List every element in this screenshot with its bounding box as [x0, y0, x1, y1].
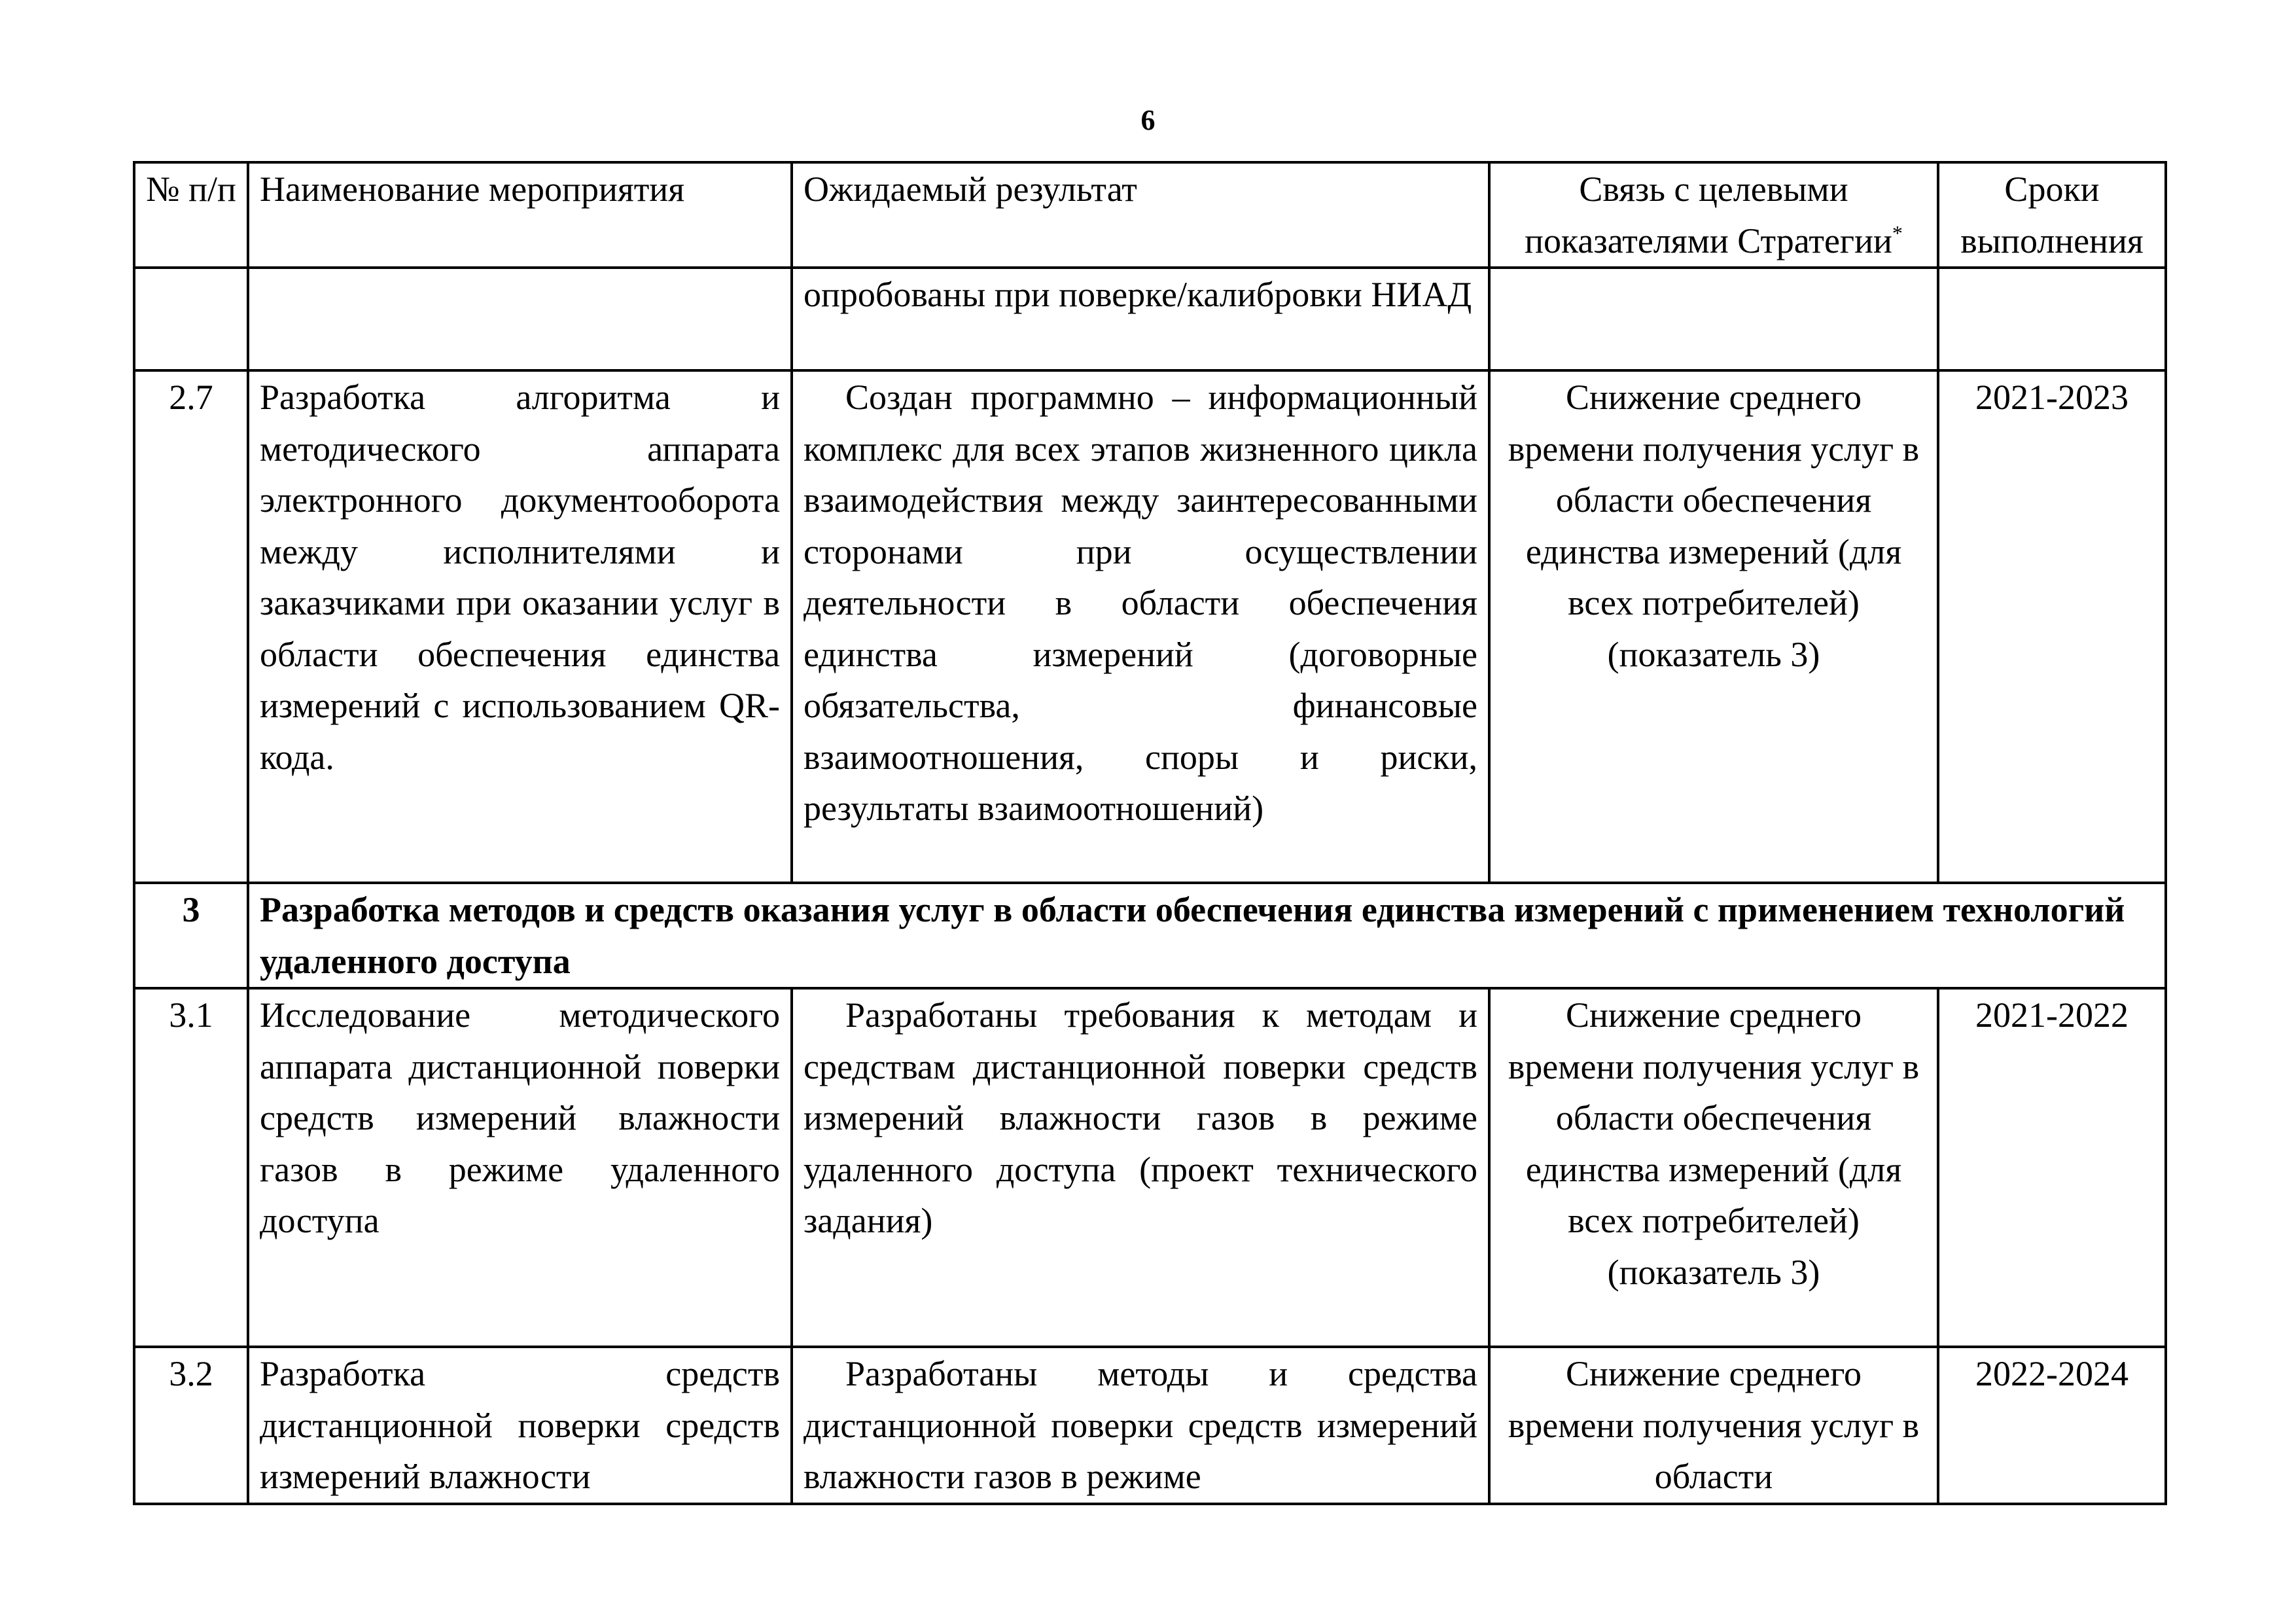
cell-link: [1489, 268, 1938, 370]
cell-link: Снижение среднего времени получения услуг в области обеспечения единства измерений (для всех потребителей) (показатель 3): [1489, 988, 1938, 1347]
cell-name: [248, 268, 792, 370]
table-row: [134, 370, 2166, 883]
table-row: [134, 988, 2166, 1347]
cell-name: Разработка средств дистанционной поверки средств измерений влажности: [248, 1347, 792, 1504]
table-row: [134, 268, 2166, 370]
cell-link: Снижение среднего времени получения услуг в области обеспечения единства измерений (для всех потребителей) (показатель 3): [1489, 370, 1938, 883]
cell-link: Снижение среднего времени получения услуг в области: [1489, 1347, 1938, 1504]
header-link: [1489, 162, 1938, 268]
cell-result: Создан программно – информационный комплекс для всех этапов жизненного цикла взаимодействия между заинтересованными сторонами при осуществлении деятельности в области обеспечения единства измерений (договорные обязательства, финансовые взаимоотношения, споры и риски, результаты взаимоотношений): [792, 370, 1489, 883]
table-row: [134, 1347, 2166, 1504]
cell-result: опробованы при поверке/калибровки НИАД: [792, 268, 1489, 370]
cell-terms: 2022-2024: [1938, 1347, 2166, 1504]
cell-name: Исследование методического аппарата дистанционной поверки средств измерений влажности газов в режиме удаленного доступа: [248, 988, 792, 1347]
cell-terms: [1938, 268, 2166, 370]
cell-result: Разработаны методы и средства дистанционной поверки средств измерений влажности газов в режиме: [792, 1347, 1489, 1504]
cell-num: 3.2: [134, 1347, 248, 1504]
cell-name: Разработка алгоритма и методического аппарата электронного документооборота между исполнителями и заказчиками при оказании услуг в области обеспечения единства измерений с использованием QR-кода.: [248, 370, 792, 883]
section-row: [134, 883, 2166, 988]
page-number: 6: [1140, 104, 1156, 136]
measures-table: [133, 161, 2167, 1505]
header-name: Наименование мероприятия: [248, 162, 792, 268]
cell-num: 3.1: [134, 988, 248, 1347]
table-header-row: [134, 162, 2166, 268]
header-link-text: Связь с целевыми показателями Стратегии: [1525, 169, 1892, 260]
header-num: № п/п: [134, 162, 248, 268]
section-title: Разработка методов и средств оказания услуг в области обеспечения единства измерений с применением технологий удаленного доступа: [248, 883, 2166, 988]
cell-result: Разработаны требования к методам и средствам дистанционной поверки средств измерений влажности газов в режиме удаленного доступа (проект технического задания): [792, 988, 1489, 1347]
cell-terms: 2021-2022: [1938, 988, 2166, 1347]
cell-terms: 2021-2023: [1938, 370, 2166, 883]
cell-num: [134, 268, 248, 370]
footnote-mark: *: [1892, 221, 1903, 245]
header-result: Ожидаемый результат: [792, 162, 1489, 268]
section-num: 3: [134, 883, 248, 988]
cell-num: 2.7: [134, 370, 248, 883]
header-terms: Сроки выполнения: [1938, 162, 2166, 268]
